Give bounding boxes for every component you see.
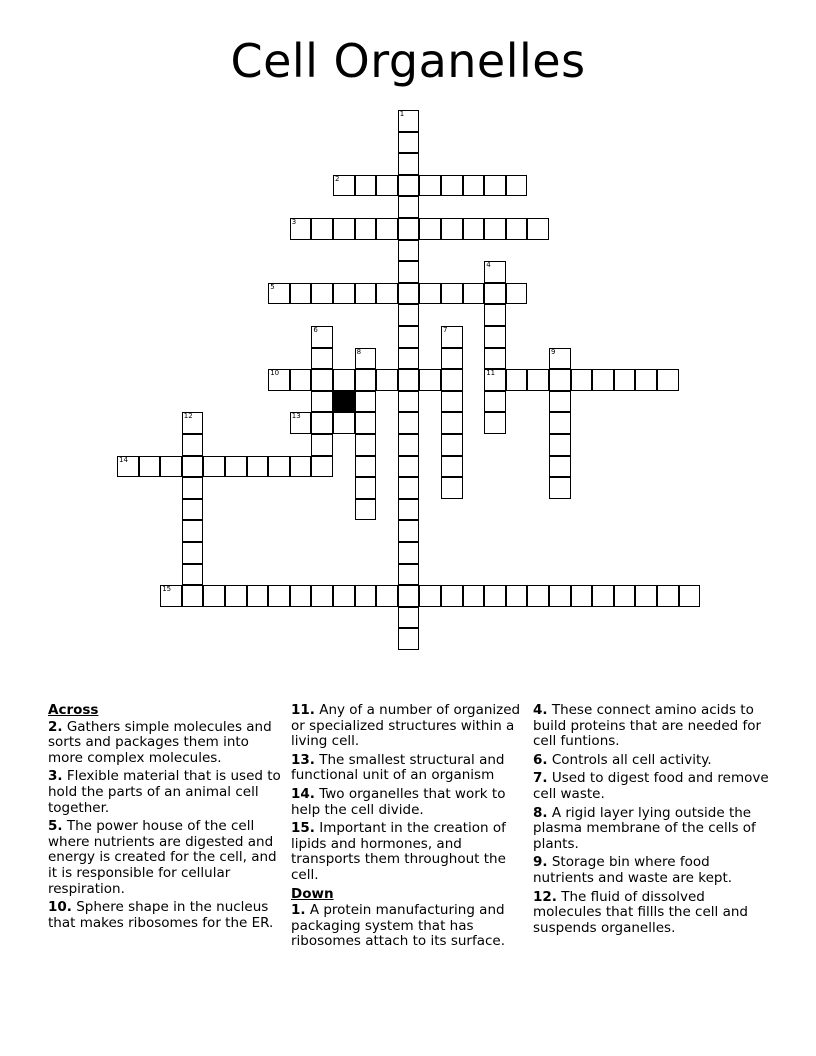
grid-cell[interactable] <box>398 175 420 197</box>
grid-cell[interactable] <box>333 585 355 607</box>
grid-cell[interactable] <box>441 412 463 434</box>
grid-cell[interactable] <box>419 175 441 197</box>
grid-cell[interactable] <box>268 456 290 478</box>
across-heading: Across <box>48 702 99 718</box>
grid-cell[interactable] <box>614 585 636 607</box>
clue-number: 3 <box>291 218 297 226</box>
grid-cell[interactable] <box>398 585 420 607</box>
grid-cell[interactable] <box>355 499 377 521</box>
grid-cell[interactable] <box>419 218 441 240</box>
clue-across-5: 5. The power house of the cell where nutrients are digested and energy is created for the cell, and it is responsible for cellular respiration. <box>48 818 277 897</box>
grid-cell[interactable] <box>484 412 506 434</box>
grid-cell[interactable] <box>398 132 420 154</box>
grid-cell[interactable] <box>333 175 355 197</box>
clue-across-15: 15. Important in the creation of lipids and hormones, and transports them throughout the cell. <box>291 820 506 883</box>
grid-cell[interactable] <box>311 218 333 240</box>
grid-cell[interactable] <box>419 585 441 607</box>
grid-cell[interactable] <box>441 369 463 391</box>
clue-number: 1 <box>399 110 405 118</box>
grid-cell[interactable] <box>311 456 333 478</box>
clue-number: 11 <box>486 369 496 378</box>
grid-cell[interactable] <box>355 456 377 478</box>
grid-cell[interactable] <box>376 369 398 391</box>
grid-cell[interactable] <box>484 326 506 348</box>
clue-number: 8 <box>356 347 362 356</box>
clue-down-6: 6. Controls all cell activity. <box>533 751 712 768</box>
grid-cell[interactable] <box>355 434 377 456</box>
clue-number: 9 <box>551 347 556 356</box>
grid-cell[interactable] <box>182 585 204 607</box>
grid-cell[interactable] <box>398 456 420 478</box>
clue-column-2 <box>291 703 523 953</box>
grid-cell[interactable] <box>203 585 225 607</box>
grid-cell[interactable] <box>160 585 182 607</box>
grid-cell[interactable] <box>182 456 204 478</box>
grid-cell[interactable] <box>571 369 593 391</box>
grid-cell[interactable] <box>441 434 463 456</box>
grid-cell[interactable] <box>290 283 312 305</box>
grid-cell[interactable] <box>484 348 506 370</box>
clue-number: 10 <box>270 369 280 378</box>
grid-cell[interactable] <box>203 456 225 478</box>
clue-down-12: 12. The fluid of dissolved molecules that fillls the cell and suspends organelles. <box>533 888 748 936</box>
grid-cell[interactable] <box>290 369 312 391</box>
grid-cell[interactable] <box>484 175 506 197</box>
grid-cell[interactable] <box>333 412 355 434</box>
grid-cell[interactable] <box>657 369 679 391</box>
down-heading: Down <box>291 885 334 902</box>
grid-cell[interactable] <box>311 412 333 434</box>
grid-cell[interactable] <box>506 218 528 240</box>
grid-cell[interactable] <box>398 196 420 218</box>
grid-cell[interactable] <box>160 456 182 478</box>
grid-cell[interactable] <box>398 326 420 348</box>
grid-cell[interactable] <box>376 283 398 305</box>
clue-number: 4 <box>486 261 491 270</box>
grid-cell[interactable] <box>506 175 528 197</box>
grid-cell[interactable] <box>549 348 571 370</box>
clue-across-11: 11. Any of a number of organized or specialized structures within a living cell. <box>291 702 521 750</box>
clue-number: 2 <box>335 174 340 183</box>
grid-cell[interactable] <box>419 369 441 391</box>
grid-cell[interactable] <box>398 542 420 564</box>
grid-cell[interactable] <box>441 326 463 348</box>
grid-cell[interactable] <box>549 434 571 456</box>
clue-column-3 <box>533 703 773 939</box>
grid-cell[interactable] <box>635 369 657 391</box>
grid-cell[interactable] <box>635 585 657 607</box>
grid-cell[interactable] <box>376 175 398 197</box>
grid-cell[interactable] <box>182 412 204 434</box>
grid-cell[interactable] <box>268 369 290 391</box>
grid-cell[interactable] <box>355 218 377 240</box>
clue-number: 13 <box>291 412 301 421</box>
clue-column-1 <box>48 703 284 934</box>
grid-cell[interactable] <box>268 585 290 607</box>
grid-cell[interactable] <box>463 585 485 607</box>
clue-across-14: 14. Two organelles that work to help the cell divide. <box>291 785 506 818</box>
grid-cell[interactable] <box>311 348 333 370</box>
grid-cell[interactable] <box>290 585 312 607</box>
grid-cell[interactable] <box>290 218 312 240</box>
grid-cell[interactable] <box>355 585 377 607</box>
grid-cell[interactable] <box>247 456 269 478</box>
grid-cell[interactable] <box>571 585 593 607</box>
grid-cell[interactable] <box>398 110 420 132</box>
grid-cell[interactable] <box>527 218 549 240</box>
grid-cell[interactable] <box>592 585 614 607</box>
grid-cell[interactable] <box>182 542 204 564</box>
clue-down-8: 8. A rigid layer lying outside the plasma membrane of the cells of plants. <box>533 804 756 852</box>
grid-cell[interactable] <box>333 369 355 391</box>
grid-cell[interactable] <box>484 585 506 607</box>
grid-cell[interactable] <box>506 283 528 305</box>
grid-cell[interactable] <box>441 456 463 478</box>
grid-cell[interactable] <box>484 261 506 283</box>
grid-cell[interactable] <box>311 326 333 348</box>
clue-number: 15 <box>162 585 172 594</box>
clue-number: 7 <box>443 326 448 334</box>
grid-cell[interactable] <box>311 283 333 305</box>
clue-down-4: 4. These connect amino acids to build proteins that are needed for cell funtions. <box>533 702 762 750</box>
grid-cell[interactable] <box>398 477 420 499</box>
grid-cell[interactable] <box>333 283 355 305</box>
black-cell <box>333 391 355 413</box>
clue-down-9: 9. Storage bin where food nutrients and waste are kept. <box>533 854 733 886</box>
grid-cell[interactable] <box>398 304 420 326</box>
grid-cell[interactable] <box>484 391 506 413</box>
grid-cell[interactable] <box>398 434 420 456</box>
grid-cell[interactable] <box>290 412 312 434</box>
grid-cell[interactable] <box>398 564 420 586</box>
grid-cell[interactable] <box>311 391 333 413</box>
grid-cell[interactable] <box>398 348 420 370</box>
grid-cell[interactable] <box>441 218 463 240</box>
grid-cell[interactable] <box>290 456 312 478</box>
grid-cell[interactable] <box>549 391 571 413</box>
grid-cell[interactable] <box>355 283 377 305</box>
page-title: Cell Organelles <box>230 34 586 88</box>
grid-cell[interactable] <box>333 218 355 240</box>
grid-cell[interactable] <box>484 304 506 326</box>
grid-cell[interactable] <box>398 369 420 391</box>
clue-number: 14 <box>119 455 128 464</box>
grid-cell[interactable] <box>679 585 701 607</box>
grid-cell[interactable] <box>311 434 333 456</box>
clue-across-10: 10. Sphere shape in the nucleus that makes ribosomes for the ER. <box>48 899 274 931</box>
grid-cell[interactable] <box>484 369 506 391</box>
grid-cell[interactable] <box>441 348 463 370</box>
grid-cell[interactable] <box>398 283 420 305</box>
grid-cell[interactable] <box>182 434 204 456</box>
grid-cell[interactable] <box>398 628 420 650</box>
grid-cell[interactable] <box>614 369 636 391</box>
grid-cell[interactable] <box>441 477 463 499</box>
grid-cell[interactable] <box>355 175 377 197</box>
grid-cell[interactable] <box>311 369 333 391</box>
grid-cell[interactable] <box>225 585 247 607</box>
grid-cell[interactable] <box>549 412 571 434</box>
grid-cell[interactable] <box>463 218 485 240</box>
grid-cell[interactable] <box>376 585 398 607</box>
grid-cell[interactable] <box>355 477 377 499</box>
grid-cell[interactable] <box>463 175 485 197</box>
grid-cell[interactable] <box>398 153 420 175</box>
grid-cell[interactable] <box>441 283 463 305</box>
grid-cell[interactable] <box>182 477 204 499</box>
clue-number: 12 <box>183 412 193 421</box>
grid-cell[interactable] <box>139 456 161 478</box>
grid-cell[interactable] <box>419 283 441 305</box>
grid-cell[interactable] <box>549 456 571 478</box>
grid-cell[interactable] <box>247 585 269 607</box>
grid-cell[interactable] <box>182 499 204 521</box>
grid-cell[interactable] <box>355 369 377 391</box>
grid-cell[interactable] <box>182 520 204 542</box>
grid-cell[interactable] <box>441 391 463 413</box>
grid-cell[interactable] <box>441 585 463 607</box>
grid-cell[interactable] <box>398 218 420 240</box>
grid-cell[interactable] <box>398 261 420 283</box>
clue-across-2: 2. Gathers simple molecules and sorts and packages them into more complex molecules. <box>48 718 272 766</box>
grid-cell[interactable] <box>398 520 420 542</box>
clue-down-1: 1. A protein manufacturing and packaging system that has ribosomes attach to its surface. <box>291 902 506 950</box>
clue-across-3: 3. Flexible material that is used to hold the parts of an animal cell together. <box>48 768 281 816</box>
clue-down-7: 7. Used to digest food and remove cell waste. <box>533 770 769 802</box>
clue-number: 5 <box>270 282 275 291</box>
clue-across-13: 13. The smallest structural and functional unit of an organism <box>291 751 505 784</box>
grid-cell[interactable] <box>355 391 377 413</box>
grid-cell[interactable] <box>657 585 679 607</box>
grid-cell[interactable] <box>398 240 420 262</box>
grid-cell[interactable] <box>592 369 614 391</box>
grid-cell[interactable] <box>441 175 463 197</box>
grid-cell[interactable] <box>182 564 204 586</box>
grid-cell[interactable] <box>527 369 549 391</box>
grid-cell[interactable] <box>549 477 571 499</box>
grid-cell[interactable] <box>484 283 506 305</box>
grid-cell[interactable] <box>484 218 506 240</box>
grid-cell[interactable] <box>549 369 571 391</box>
grid-cell[interactable] <box>398 607 420 629</box>
grid-cell[interactable] <box>506 369 528 391</box>
clue-number: 6 <box>313 326 318 334</box>
grid-cell[interactable] <box>117 456 139 478</box>
grid-cell[interactable] <box>398 412 420 434</box>
grid-cell[interactable] <box>376 218 398 240</box>
grid-cell[interactable] <box>355 412 377 434</box>
grid-cell[interactable] <box>527 585 549 607</box>
grid-cell[interactable] <box>398 499 420 521</box>
grid-cell[interactable] <box>268 283 290 305</box>
grid-cell[interactable] <box>463 283 485 305</box>
grid-cell[interactable] <box>398 391 420 413</box>
grid-cell[interactable] <box>225 456 247 478</box>
grid-cell[interactable] <box>311 585 333 607</box>
grid-cell[interactable] <box>549 585 571 607</box>
grid-cell[interactable] <box>355 348 377 370</box>
grid-cell[interactable] <box>506 585 528 607</box>
